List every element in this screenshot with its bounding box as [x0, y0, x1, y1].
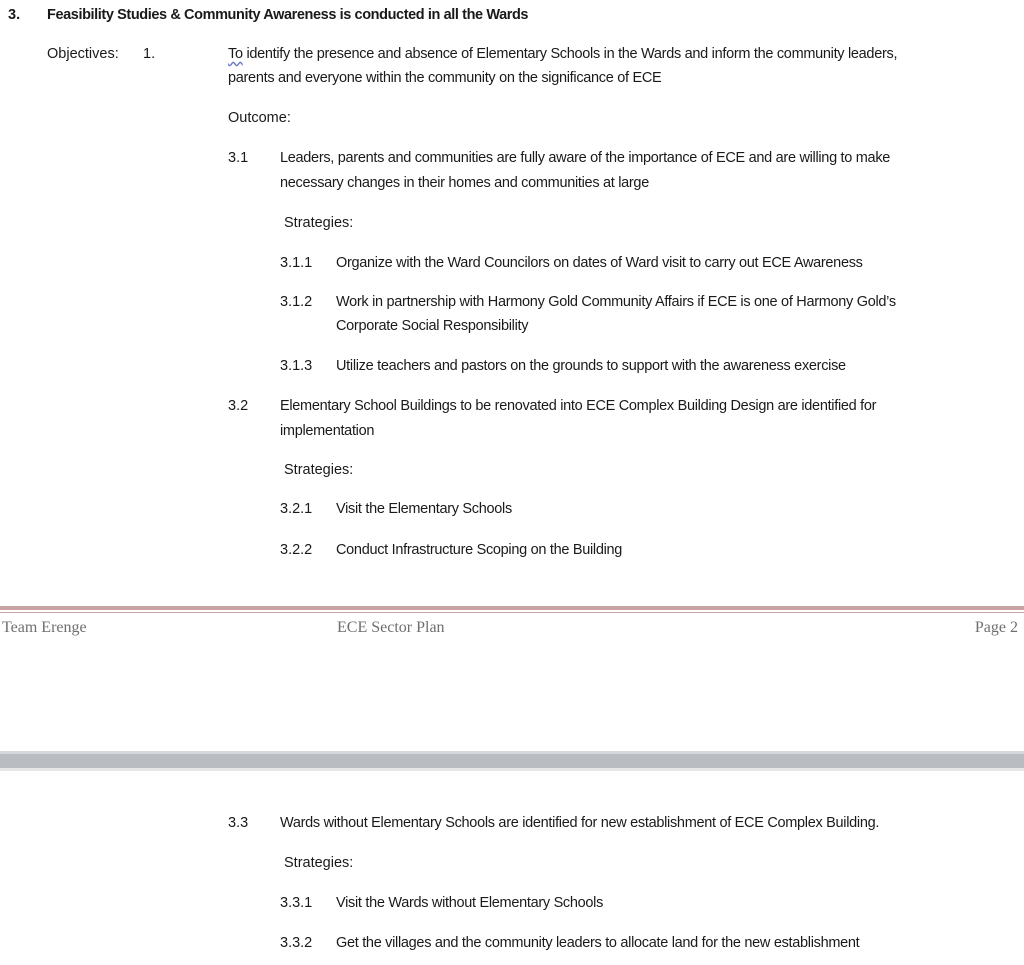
objective-text-line-2: parents and everyone within the community on the significance of ECE: [228, 70, 662, 86]
footer-page-number: Page 2: [974, 619, 1018, 636]
outcome-text-line-1: Leaders, parents and communities are fully aware of the importance of ECE and are willing to make: [280, 150, 891, 166]
section-number: 3.: [8, 7, 21, 23]
strategy-text: Utilize teachers and pastors on the grounds to support with the awareness exercise: [336, 358, 846, 374]
outcome-text-line-2: implementation: [280, 423, 375, 439]
outcome-text: Wards without Elementary Schools are identified for new establishment of ECE Complex Building.: [280, 815, 880, 831]
strategy-number: 3.3.1: [280, 895, 313, 911]
footer-rule-thick: [0, 606, 1024, 610]
strategy-text: Conduct Infrastructure Scoping on the Building: [336, 542, 623, 558]
strategy-text: Visit the Wards without Elementary Schools: [336, 895, 604, 911]
strategy-number: 3.2.2: [280, 542, 313, 558]
spellcheck-squiggle-word: To: [228, 46, 243, 62]
strategy-number: 3.3.2: [280, 935, 313, 951]
page-gap-bar: [0, 754, 1024, 768]
strategies-label: Strategies:: [284, 462, 354, 478]
footer-rule-thin: [0, 612, 1024, 613]
strategy-number: 3.1.2: [280, 294, 313, 310]
page-gap-edge-bottom: [0, 768, 1024, 771]
objective-number: 1.: [143, 46, 156, 62]
strategy-text: Get the villages and the community leaders to allocate land for the new establishment: [336, 935, 860, 951]
strategy-text: Organize with the Ward Councilors on dates of Ward visit to carry out ECE Awareness: [336, 255, 863, 271]
outcome-number: 3.3: [228, 815, 249, 831]
strategies-label: Strategies:: [284, 215, 354, 231]
strategy-text-line-1: Work in partnership with Harmony Gold Community Affairs if ECE is one of Harmony Gold’s: [336, 294, 896, 310]
strategy-number: 3.2.1: [280, 501, 313, 517]
outcome-label: Outcome:: [228, 110, 291, 126]
objectives-label: Objectives:: [47, 46, 119, 62]
strategy-number: 3.1.1: [280, 255, 313, 271]
strategy-text-line-2: Corporate Social Responsibility: [336, 318, 529, 334]
footer-center-text: ECE Sector Plan: [337, 619, 445, 636]
objective-text-line-1-rest: identify the presence and absence of Elementary Schools in the Wards and inform the community leaders,: [242, 46, 898, 62]
strategies-label: Strategies:: [284, 855, 354, 871]
outcome-text-line-1: Elementary School Buildings to be renovated into ECE Complex Building Design are identified for: [280, 398, 877, 414]
footer-left-text: Team Erenge: [2, 619, 87, 636]
outcome-number: 3.2: [228, 398, 249, 414]
objective-text-line-1: [228, 44, 897, 64]
strategy-text: Visit the Elementary Schools: [336, 501, 512, 517]
strategy-number: 3.1.3: [280, 358, 313, 374]
section-title: Feasibility Studies & Community Awareness is conducted in all the Wards: [47, 7, 529, 23]
outcome-number: 3.1: [228, 150, 249, 166]
outcome-text-line-2: necessary changes in their homes and communities at large: [280, 175, 649, 191]
